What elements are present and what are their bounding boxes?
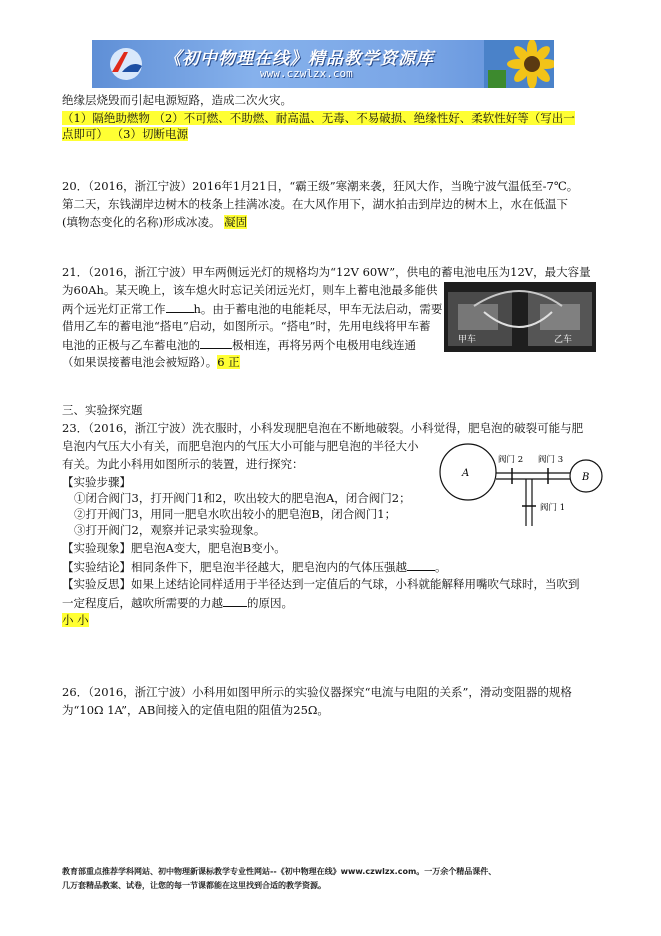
answer-blank xyxy=(166,300,194,313)
answer-highlight: 点即可） （3）切断电源 xyxy=(62,127,188,141)
phenomenon-line: 【实验现象】肥皂泡A变大，肥皂泡B变小。 xyxy=(62,541,286,555)
label-valve-2: 阀门 2 xyxy=(498,455,524,465)
question-21-line: 为60Ah。某天晚上，该车熄火时忘记关闭远光灯，则车上蓄电池最多能供 xyxy=(62,283,438,297)
bubble-apparatus-diagram xyxy=(438,440,608,530)
steps-title: 【实验步骤】 xyxy=(62,475,131,489)
answer-blank xyxy=(223,594,247,607)
question-26-line: 为“10Ω 1A”，AB间接入的定值电阻的阻值为25Ω。 xyxy=(62,703,329,717)
reflection-line: 一定程度后，越吹所需要的力越 的原因。 xyxy=(62,596,293,610)
question-20-line: 20．（2016，浙江宁波）2016年1月21日，“霸王级”寒潮来袭，狂风大作，当晚宁波气温低至-7℃。 xyxy=(62,179,579,193)
step-item: ③打开阀门2，观察并记录实验现象。 xyxy=(74,523,266,537)
header-banner xyxy=(92,40,554,88)
car-battery-image xyxy=(444,282,596,352)
question-23-answer: 小 小 xyxy=(62,613,89,627)
question-21-line: 电池的正极与乙车蓄电池的 极相连，再将另两个电极用电线连通 xyxy=(62,338,416,352)
page-footer xyxy=(62,865,496,893)
answer-blank xyxy=(407,558,435,571)
answer-line xyxy=(62,110,575,126)
question-23-line: 23．（2016，浙江宁波）洗衣服时，小科发现肥皂泡在不断地破裂。小科觉得，肥皂泡的破裂可能与肥 xyxy=(62,421,584,435)
question-23-line: 有关。为此小科用如图所示的装置，进行探究： xyxy=(62,457,304,471)
question-26-line: 26．（2016，浙江宁波）小科用如图甲所示的实验仪器探究“电流与电阻的关系”，滑动变阻器的规格 xyxy=(62,685,572,699)
answer-blank xyxy=(200,336,232,349)
question-21-line: 21．（2016，浙江宁波）甲车两侧远光灯的规格均为“12V 60W”，供电的蓄电池电压为12V，最大容量 xyxy=(62,265,591,279)
banner-title: 《初中物理在线》精品教学资源库 xyxy=(164,49,434,69)
footer-line: 几万套精品教案、试卷，让您的每一节课都能在这里找到合适的教学资源。 xyxy=(62,881,326,890)
question-21-line: （如果误接蓄电池会被短路）。6 正 xyxy=(62,355,240,369)
reflection-line: 【实验反思】如果上述结论同样适用于半径达到一定值后的气球，小科就能解释用嘴吹气球时，当吹到 xyxy=(62,577,580,591)
jump-start-photo xyxy=(444,282,596,352)
question-23-answer-line xyxy=(62,612,89,628)
label-a: A xyxy=(462,468,470,479)
section-title: 三、实验探究题 xyxy=(62,403,143,417)
conclusion-line: 【实验结论】相同条件下，肥皂泡半径越大，肥皂泡内的气体压强越 。 xyxy=(62,560,447,574)
step-item: ①闭合阀门3，打开阀门1和2，吹出较大的肥皂泡A，闭合阀门2； xyxy=(74,491,411,505)
question-20-line: 第二天，东钱湖岸边树木的枝条上挂满冰凌。在大风作用下，湖水拍击到岸边的树木上，水在低温下 xyxy=(62,197,568,211)
car-b-label: 乙车 xyxy=(554,335,573,345)
label-b: B xyxy=(582,472,590,483)
answer-line xyxy=(62,126,188,142)
question-21-line: 借用乙车的蓄电池“搭电”启动，如图所示。“搭电”时，先用电线将甲车蓄 xyxy=(62,319,431,333)
site-logo-icon xyxy=(104,46,148,82)
banner-url: www.czwlzx.com xyxy=(260,67,353,80)
label-valve-1: 阀门 1 xyxy=(540,503,566,513)
sunflower-icon xyxy=(484,40,554,88)
question-23-line: 皂泡内气压大小有关，而肥皂泡内的气压大小可能与肥皂泡的半径大小 xyxy=(62,439,419,453)
question-20-line: (填物态变化的名称)形成冰凌。 凝固 xyxy=(62,215,248,229)
question-21-answer: 6 正 xyxy=(217,355,240,369)
footer-line: 教育部重点推荐学科网站、初中物理新课标教学专业性网站--《初中物理在线》www.czwlzx.com。一万余个精品课件、 xyxy=(62,867,497,876)
text-line: 绝缘层烧毁而引起电源短路，造成二次火灾。 xyxy=(62,93,292,107)
answer-highlight: （1）隔绝助燃物 （2）不可燃、不助燃、耐高温、无毒、不易破损、绝缘性好、柔软性好等（写出一 xyxy=(62,111,575,125)
label-valve-3: 阀门 3 xyxy=(538,455,564,465)
question-21-line: 两个远光灯正常工作 h。由于蓄电池的电能耗尽，甲车无法启动，需要 xyxy=(62,302,443,316)
car-a-label: 甲车 xyxy=(458,335,477,345)
question-20-answer: 凝固 xyxy=(224,215,248,229)
step-item: ②打开阀门3，用同一肥皂水吹出较小的肥皂泡B，闭合阀门1； xyxy=(74,507,397,521)
